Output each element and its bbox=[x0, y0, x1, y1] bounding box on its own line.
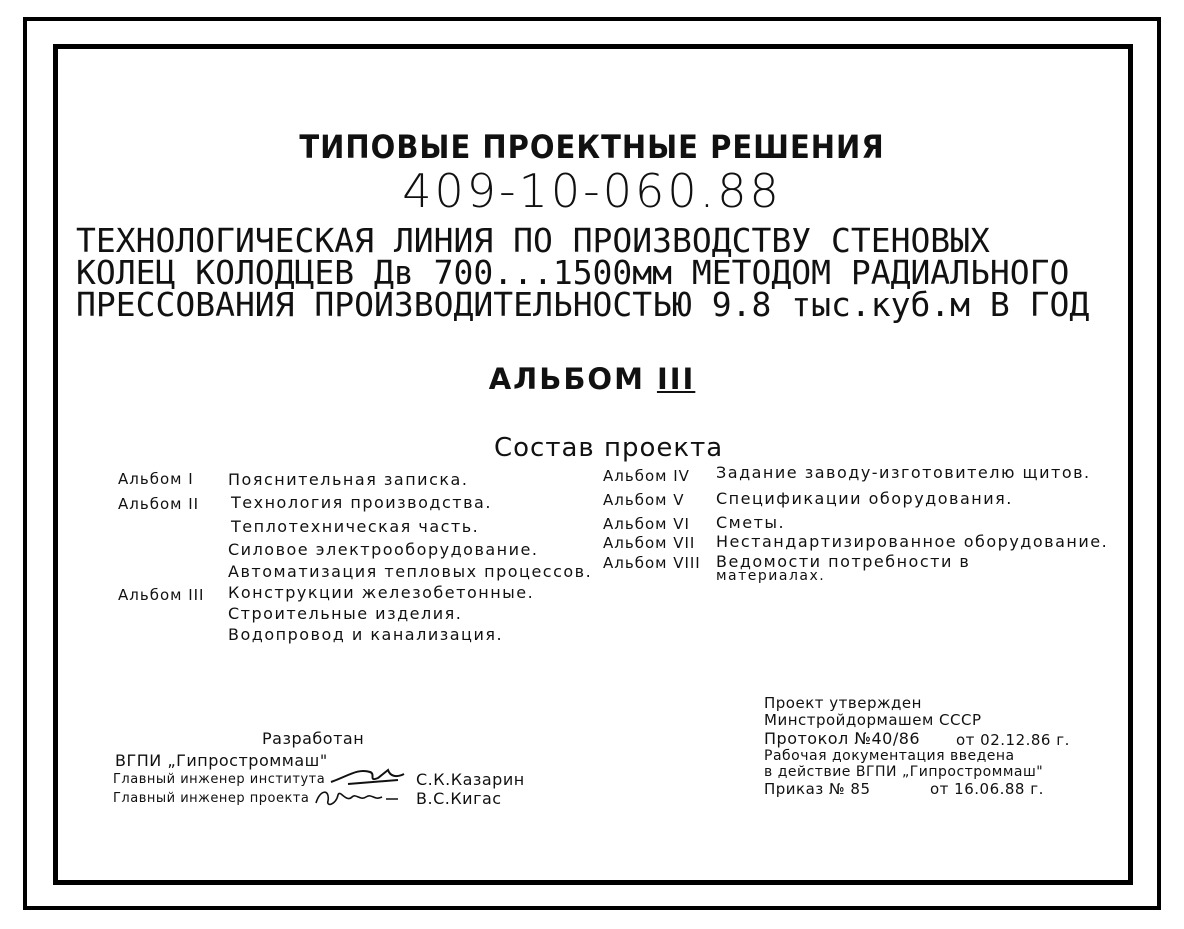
developer-org: ВГПИ „Гипростроммаш" bbox=[115, 751, 328, 770]
title-line-1: ТЕХНОЛОГИЧЕСКАЯ ЛИНИЯ ПО ПРОИЗВОДСТВУ СТЕНОВЫХ bbox=[76, 221, 990, 260]
approval-order: Приказ № 85 bbox=[764, 780, 871, 798]
album-7-label: Альбом VII bbox=[603, 534, 696, 552]
album-4-label: Альбом IV bbox=[603, 467, 690, 485]
album-2-item: Силовое электрооборудование. bbox=[228, 540, 539, 559]
approval-line-4: Рабочая документация введена bbox=[764, 748, 1015, 764]
album-3-label: Альбом III bbox=[118, 586, 205, 604]
album-6-item: Сметы. bbox=[716, 513, 786, 532]
project-number: 409-10-060.88 bbox=[402, 164, 782, 218]
chief-project-name: В.С.Кигас bbox=[416, 789, 502, 808]
album-3-item: Строительные изделия. bbox=[228, 604, 463, 623]
approval-protocol-date: от 02.12.86 г. bbox=[956, 731, 1070, 749]
album-7-item: Нестандартизированное оборудование. bbox=[716, 532, 1109, 551]
album-4-item: Задание заводу-изготовителю щитов. bbox=[716, 463, 1091, 482]
chief-project-role: Главный инженер проекта bbox=[113, 791, 310, 806]
album-5-label: Альбом V bbox=[603, 491, 685, 509]
album-2-item: Теплотехническая часть. bbox=[231, 517, 480, 536]
developer-label: Разработан bbox=[262, 729, 365, 748]
album-1-label: Альбом I bbox=[118, 470, 194, 488]
title-line-3: ПРЕССОВАНИЯ ПРОИЗВОДИТЕЛЬНОСТЬЮ 9.8 тыс.куб.м В ГОД bbox=[76, 285, 1090, 324]
approval-line-5: в действие ВГПИ „Гипростроммаш" bbox=[764, 764, 1044, 780]
album-1-item: Пояснительная записка. bbox=[228, 470, 469, 489]
approval-line-2: Минстройдормашем СССР bbox=[764, 711, 982, 729]
signature-kigas bbox=[312, 785, 402, 809]
album-label: АЛЬБОМ bbox=[488, 362, 645, 396]
title-line-2: КОЛЕЦ КОЛОДЦЕВ Дв 700...1500мм МЕТОДОМ РАДИАЛЬНОГО bbox=[76, 253, 1070, 292]
album-5-item: Спецификации оборудования. bbox=[716, 489, 1013, 508]
album-3-item: Водопровод и канализация. bbox=[228, 625, 504, 644]
chief-institute-name: С.К.Казарин bbox=[416, 770, 525, 789]
album-8-item: материалах. bbox=[716, 568, 826, 584]
album-3-item: Конструкции железобетонные. bbox=[228, 583, 535, 602]
approval-protocol: Протокол №40/86 bbox=[764, 729, 921, 748]
album-6-label: Альбом VI bbox=[603, 515, 690, 533]
album-2-item: Автоматизация тепловых процессов. bbox=[228, 562, 593, 581]
approval-line-1: Проект утвержден bbox=[764, 694, 922, 712]
album-number: III bbox=[656, 362, 696, 396]
composition-heading: Состав проекта bbox=[494, 433, 724, 463]
series-title: ТИПОВЫЕ ПРОЕКТНЫЕ РЕШЕНИЯ bbox=[299, 128, 885, 166]
album-8-item: Ведомости потребности в bbox=[716, 552, 971, 571]
album-heading bbox=[0, 362, 1184, 396]
chief-institute-role: Главный инженер института bbox=[113, 772, 326, 787]
album-2-item: Технология производства. bbox=[231, 493, 492, 512]
approval-order-date: от 16.06.88 г. bbox=[930, 780, 1044, 798]
album-8-label: Альбом VIII bbox=[603, 554, 701, 572]
album-2-label: Альбом II bbox=[118, 495, 200, 513]
